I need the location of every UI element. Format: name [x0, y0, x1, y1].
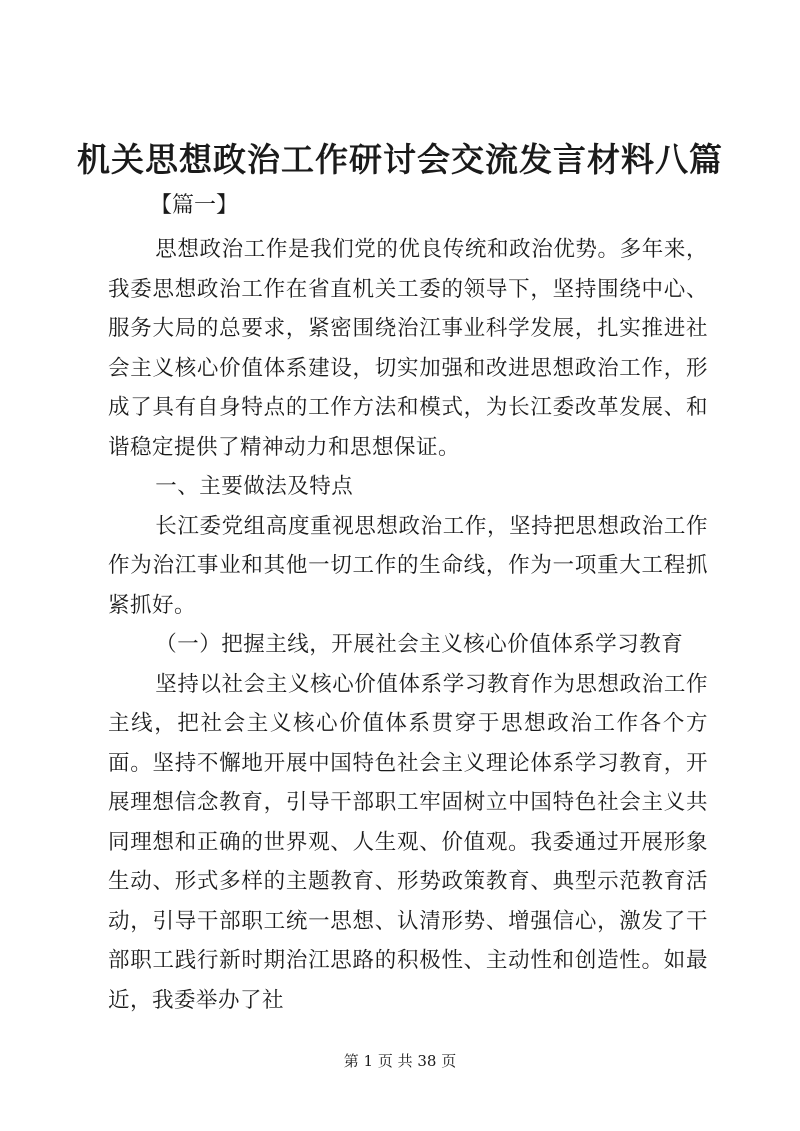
paragraph-core-values: 坚持以社会主义核心价值体系学习教育作为思想政治工作主线，把社会主义核心价值体系贯穿于思想政治工作各个方面。坚持不懈地开展中国特色社会主义理论体系学习教育，开展理想信念教育，引导干部职工牢固树立中国特色社会主义共同理想和正确的世界观、人生观、价值观。我委通过开展形象生动、形式多样的主题教育、形势政策教育、典型示范教育活动，引导干部职工统一思想、认清形势、增强信心，激发了干部职工践行新时期治江思路的积极性、主动性和创造性。如最近，我委举办了社 — [108, 671, 708, 1013]
document-title: 机关思想政治工作研讨会交流发言材料八篇 — [77, 140, 723, 179]
paragraph-intro: 思想政治工作是我们党的优良传统和政治优势。多年来，我委思想政治工作在省直机关工委的领导下，坚持围绕中心、服务大局的总要求，紧密围绕治江事业科学发展，扎实推进社会主义核心价值体系建设，切实加强和改进思想政治工作，形成了具有自身特点的工作方法和模式，为长江委改革发展、和谐稳定提供了精神动力和思想保证。 — [108, 237, 708, 460]
heading-main-practices: 一、主要做法及特点 — [155, 474, 354, 499]
document-body — [108, 230, 708, 1020]
section-label: 【篇一】 — [150, 193, 239, 218]
page-footer: 第 1 页 共 38 页 — [343, 1052, 457, 1070]
paragraph-leadership: 长江委党组高度重视思想政治工作，坚持把思想政治工作作为治江事业和其他一切工作的生命线，作为一项重大工程抓紧抓好。 — [108, 513, 708, 618]
subheading-mainline: （一）把握主线，开展社会主义核心价值体系学习教育 — [155, 632, 684, 657]
